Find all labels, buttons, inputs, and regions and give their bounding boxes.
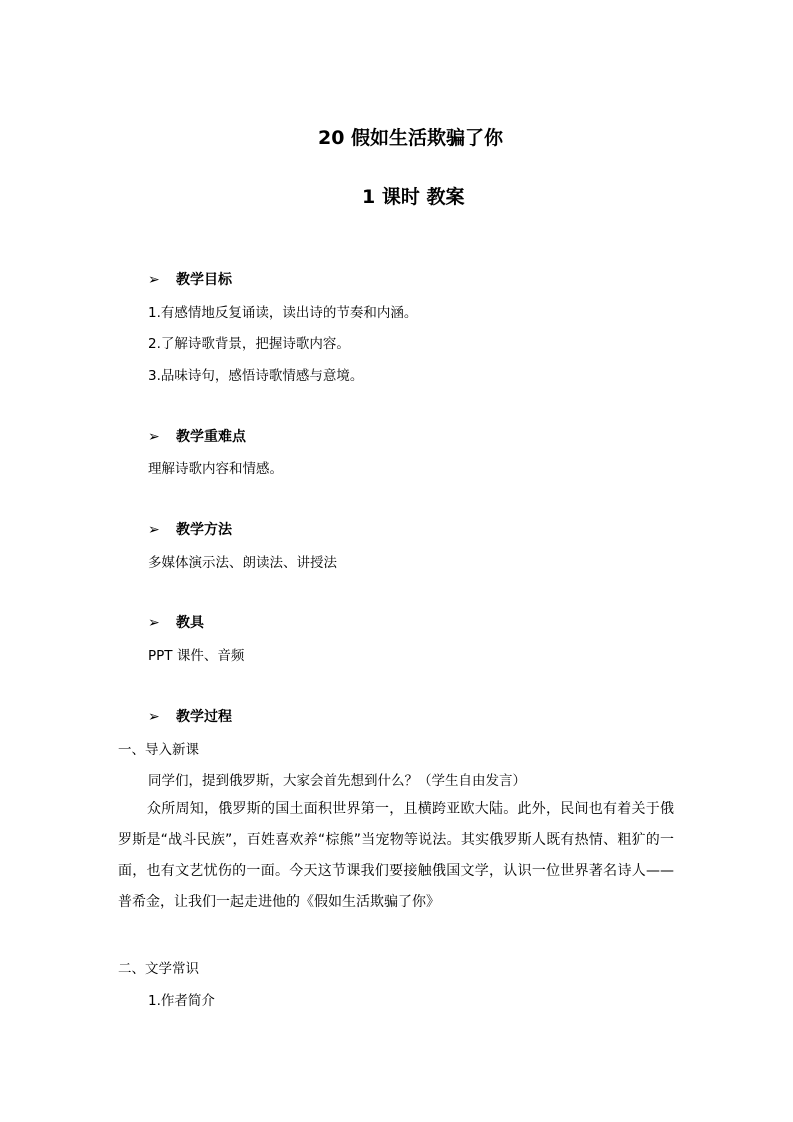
process-part2-item1: 1.作者简介 [148,993,215,1009]
section-heading-label: 教具 [176,615,204,631]
goal-item: 1.有感情地反复诵读，读出诗的节奏和内涵。 [148,305,418,321]
bullet-arrow-icon: ➢ [148,615,160,631]
section-heading-label: 教学方法 [176,522,232,538]
goal-item: 2.了解诗歌背景，把握诗歌内容。 [148,336,350,352]
section-heading-label: 教学重难点 [176,429,246,445]
document-title: 20 假如生活欺骗了你 [318,127,504,149]
bullet-arrow-icon: ➢ [148,272,160,288]
tools-text: PPT 课件、音频 [148,648,245,664]
section-heading-tools [148,612,204,632]
section-heading-label: 教学目标 [176,272,232,288]
section-heading-label: 教学过程 [176,709,232,725]
document-subtitle: 1 课时 教案 [362,186,465,208]
process-part1-title: 一、导入新课 [118,742,199,758]
bullet-arrow-icon: ➢ [148,709,160,725]
process-part1-line1: 同学们，提到俄罗斯，大家会首先想到什么？（学生自由发言） [148,773,526,789]
process-part1-paragraph: 众所周知，俄罗斯的国土面积世界第一，且横跨亚欧大陆。此外，民间也有着关于俄罗斯是“战斗民族”，百姓喜欢养“棕熊”当宠物等说法。其实俄罗斯人既有热情、粗犷的一面，也有文艺忧伤的一面。今天这节课我们要接触俄国文学，认识一位世界著名诗人——普希金，让我们一起走进他的《假如生活欺骗了你》 [118,801,674,910]
key-points-text: 理解诗歌内容和情感。 [148,461,283,477]
section-heading-key-points [148,426,246,446]
process-part2-title: 二、文学常识 [118,961,199,977]
methods-text: 多媒体演示法、朗读法、讲授法 [148,555,337,571]
bullet-arrow-icon: ➢ [148,429,160,445]
section-heading-goals [148,269,232,289]
section-heading-process [148,706,232,726]
bullet-arrow-icon: ➢ [148,522,160,538]
goal-item: 3.品味诗句，感悟诗歌情感与意境。 [148,368,364,384]
section-heading-methods [148,519,232,539]
